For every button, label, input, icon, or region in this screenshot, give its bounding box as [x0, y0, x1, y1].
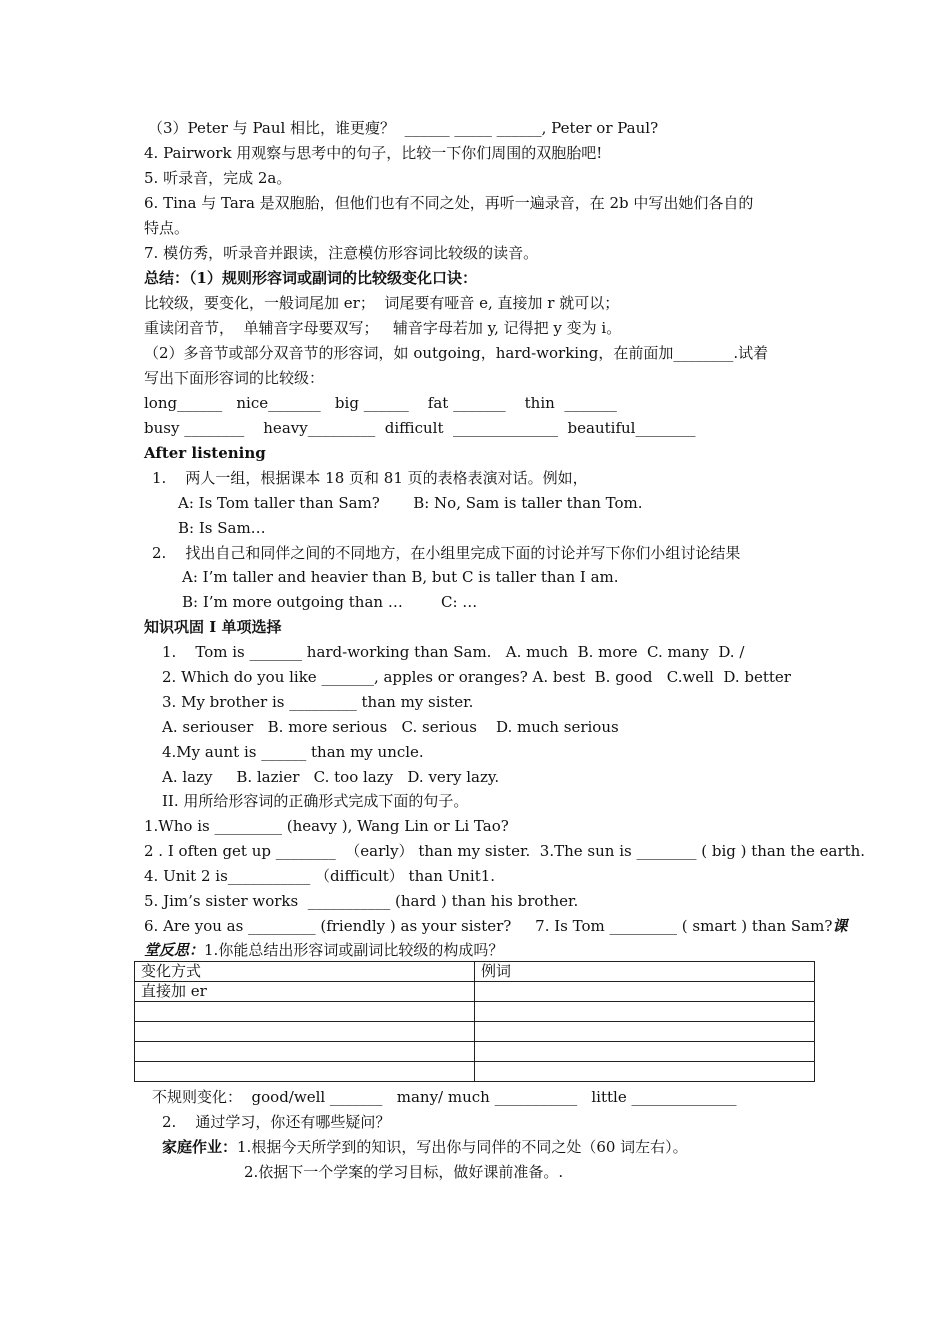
quiz-q1: 1. Tom is _______ hard-working than Sam. A. much B. more C. many D. /: [162, 643, 745, 661]
homework-line-1: [162, 1137, 688, 1157]
table-row: [135, 982, 815, 1002]
quiz-q4: 4.My aunt is ______ than my uncle.: [162, 743, 424, 761]
word-list-2: busy ________ heavy_________ difficult ______________ beautiful________: [144, 419, 696, 437]
table-row: [135, 1042, 815, 1062]
table-cell: [135, 1022, 475, 1042]
comparison-table: [134, 961, 815, 1082]
line-peter-paul: （3）Peter 与 Paul 相比，谁更瘦？ ______ _____ ______, Peter or Paul?: [148, 119, 659, 137]
after-item-2: 2. 找出自己和同伴之间的不同地方，在小组里完成下面的讨论并写下你们小组讨论结果: [152, 544, 741, 562]
reflection-heading: 堂反思：: [144, 941, 205, 959]
table-row: [135, 1062, 815, 1082]
quiz-part-2-heading: II. 用所给形容词的正确形式完成下面的句子。: [162, 792, 469, 810]
table-row: [135, 1022, 815, 1042]
word-list-1: long______ nice_______ big ______ fat _______ thin _______: [144, 394, 617, 412]
table-cell: [135, 1042, 475, 1062]
table-cell: [475, 1022, 815, 1042]
sentence-4: 4. Unit 2 is___________ （difficult） than Unit1.: [144, 867, 496, 885]
table-row: [135, 1002, 815, 1022]
sentence-5: 5. Jim’s sister works ___________ (hard ) than his brother.: [144, 892, 579, 910]
table-header-row: [135, 962, 815, 982]
table-cell: [135, 1062, 475, 1082]
line-imitate: 7. 模仿秀，听录音并跟读，注意模仿形容词比较级的读音。: [144, 244, 539, 262]
homework-item-2: 2.依据下一个学案的学习目标，做好课前准备。.: [244, 1163, 564, 1181]
after-item-1b: B: Is Sam…: [178, 519, 266, 537]
sentence-6-7: [144, 916, 847, 936]
reflection-heading-start: 课: [832, 917, 848, 935]
reflection-q1: 1.你能总结出形容词或副词比较级的构成吗？: [204, 941, 504, 959]
summary-rule-2: 重读闭音节， 单辅音字母要双写； 辅音字母若加 y, 记得把 y 变为 i。: [144, 319, 622, 337]
summary-rule-1: 比较级，要变化，一般词尾加 er； 词尾要有哑音 e, 直接加 r 就可以；: [144, 294, 620, 312]
table-header-method: 变化方式: [135, 962, 475, 982]
quiz-q4-options: A. lazy B. lazier C. too lazy D. very lazy.: [162, 768, 500, 786]
reflection-line: [144, 940, 503, 960]
line-features: 特点。: [144, 219, 190, 237]
reflection-q2: 2. 通过学习，你还有哪些疑问？: [162, 1113, 391, 1131]
line-pairwork: 4. Pairwork 用观察与思考中的句子，比较一下你们周围的双胞胎吧!: [144, 144, 603, 162]
after-listening-heading: After listening: [144, 444, 266, 462]
summary-rule-3: （2）多音节或部分双音节的形容词，如 outgoing，hard-working，在前面加________.试着: [144, 344, 769, 362]
homework-item-1: 1.根据今天所学到的知识，写出你与同伴的不同之处（60 词左右）。: [237, 1138, 688, 1156]
table-cell: [475, 982, 815, 1002]
table-cell: [475, 1042, 815, 1062]
summary-heading: 总结：（1）规则形容词或副词的比较级变化口诀：: [144, 269, 477, 287]
homework-heading: 家庭作业：: [162, 1138, 238, 1156]
after-item-1a: A: Is Tom taller than Sam? B: No, Sam is taller than Tom.: [178, 494, 643, 512]
table-header-example: 例词: [475, 962, 815, 982]
table-cell: [475, 1062, 815, 1082]
quiz-q3-options: A. seriouser B. more serious C. serious D. much serious: [162, 718, 619, 736]
after-item-2a: A: I’m taller and heavier than B, but C is taller than I am.: [182, 568, 619, 586]
irregular-forms: 不规则变化： good/well _______ many/ much ___________ little ______________: [152, 1088, 737, 1106]
quiz-q3: 3. My brother is _________ than my sister.: [162, 693, 474, 711]
line-tina-tara: 6. Tina 与 Tara 是双胞胎，但他们也有不同之处，再听一遍录音，在 2b 中写出她们各自的: [144, 194, 754, 212]
quiz-q2: 2. Which do you like _______, apples or oranges? A. best B. good C.well D. better: [162, 668, 791, 686]
after-item-1: 1. 两人一组，根据课本 18 页和 81 页的表格表演对话。例如，: [152, 469, 588, 487]
summary-rule-4: 写出下面形容词的比较级：: [144, 369, 325, 387]
table-cell: [475, 1002, 815, 1022]
after-item-2b: B: I’m more outgoing than … C: …: [182, 593, 478, 611]
table-cell: 直接加 er: [135, 982, 475, 1002]
sentence-2-3: 2 . I often get up ________ （early） than my sister. 3.The sun is ________ ( big ) than the earth.: [144, 842, 866, 860]
line-listen-2a: 5. 听录音，完成 2a。: [144, 169, 292, 187]
sentence-6-7-text: 6. Are you as _________ (friendly ) as your sister? 7. Is Tom _________ ( smart ) than Sam?: [144, 917, 833, 935]
table-cell: [135, 1002, 475, 1022]
sentence-1: 1.Who is _________ (heavy ), Wang Lin or Li Tao?: [144, 817, 509, 835]
quiz-heading: 知识巩固 I 单项选择: [144, 618, 282, 636]
